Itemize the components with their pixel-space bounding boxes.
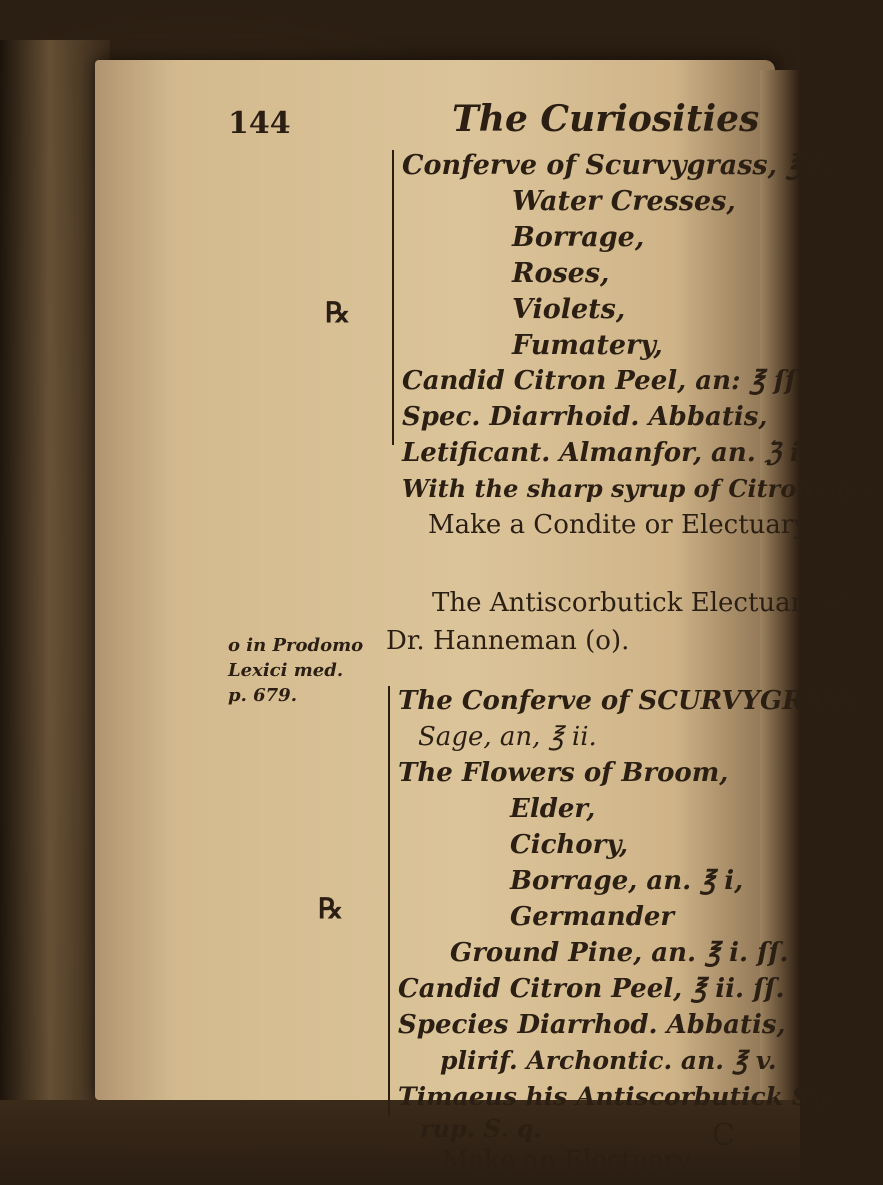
recipe-two-bracket [388, 686, 390, 1116]
recipe-two-instruction: Make an Electuary. [442, 1146, 696, 1176]
recipe-two-heading: The Antiscorbutick Electuary of [432, 588, 852, 618]
recipe-two-line: Elder, [510, 794, 596, 824]
page-number: 144 [228, 106, 291, 141]
recipe-two-line: rup. S. q. [420, 1114, 542, 1143]
recipe-one-line: Violets, [512, 294, 626, 325]
recipe-one-line: Candid Citron Peel, an: ℥ ſſ. [402, 366, 806, 396]
recipe-one-line: Letificant. Almanfor, an. ℨ i. [402, 438, 809, 468]
recipe-one-line: Conferve of Scurvygrass, ℥ i, [402, 150, 832, 181]
margin-note: p. 679. [228, 685, 297, 706]
running-title: The Curiosities [452, 98, 760, 140]
recipe-two-line: Timaeus his Antiscorbutick Sy- [398, 1082, 835, 1111]
recipe-one-line: Borrage, [512, 222, 645, 253]
recipe-one-bracket [392, 150, 394, 445]
margin-note: o in Prodomo [228, 635, 364, 656]
recipe-one-line: Fumatery, [512, 330, 663, 361]
margin-note: Lexici med. [228, 660, 344, 681]
recipe-one-line: Roses, [512, 258, 610, 289]
facing-page-edge [0, 40, 110, 1100]
recipe-one-line: Spec. Diarrhoid. Abbatis, [402, 402, 768, 432]
recipe-two-author: Dr. Hanneman (o). [386, 626, 630, 656]
recipe-two-line: Species Diarrhod. Abbatis, [398, 1010, 786, 1040]
recipe-one-line: With the sharp syrup of Citrons,q.s. [402, 474, 883, 503]
catchword: C [712, 1118, 735, 1153]
recipe-two-line: plirif. Archontic. an. ℥ v. [440, 1046, 777, 1075]
recipe-two-line: Germander [510, 902, 675, 932]
recipe-two-line: Borrage, an. ℥ i, [510, 866, 744, 896]
recipe-one-symbol: ℞ [325, 296, 351, 329]
recipe-two-line: Candid Citron Peel, ℥ ii. ſſ. [398, 974, 785, 1004]
recipe-two-line: The Flowers of Broom, [398, 758, 729, 788]
recipe-two-line: The Conferve of SCURVYGRASS, [398, 686, 870, 716]
recipe-two-line: Ground Pine, an. ℥ i. ſſ. [450, 938, 789, 968]
recipe-one-instruction: Make a Condite or Electuary. [428, 510, 813, 540]
recipe-two-line: Sage, an, ℥ ii. [418, 722, 597, 752]
recipe-two-symbol: ℞ [318, 892, 344, 925]
recipe-one-line: Water Cresses, [512, 186, 736, 217]
recipe-two-line: Cichory, [510, 830, 629, 860]
